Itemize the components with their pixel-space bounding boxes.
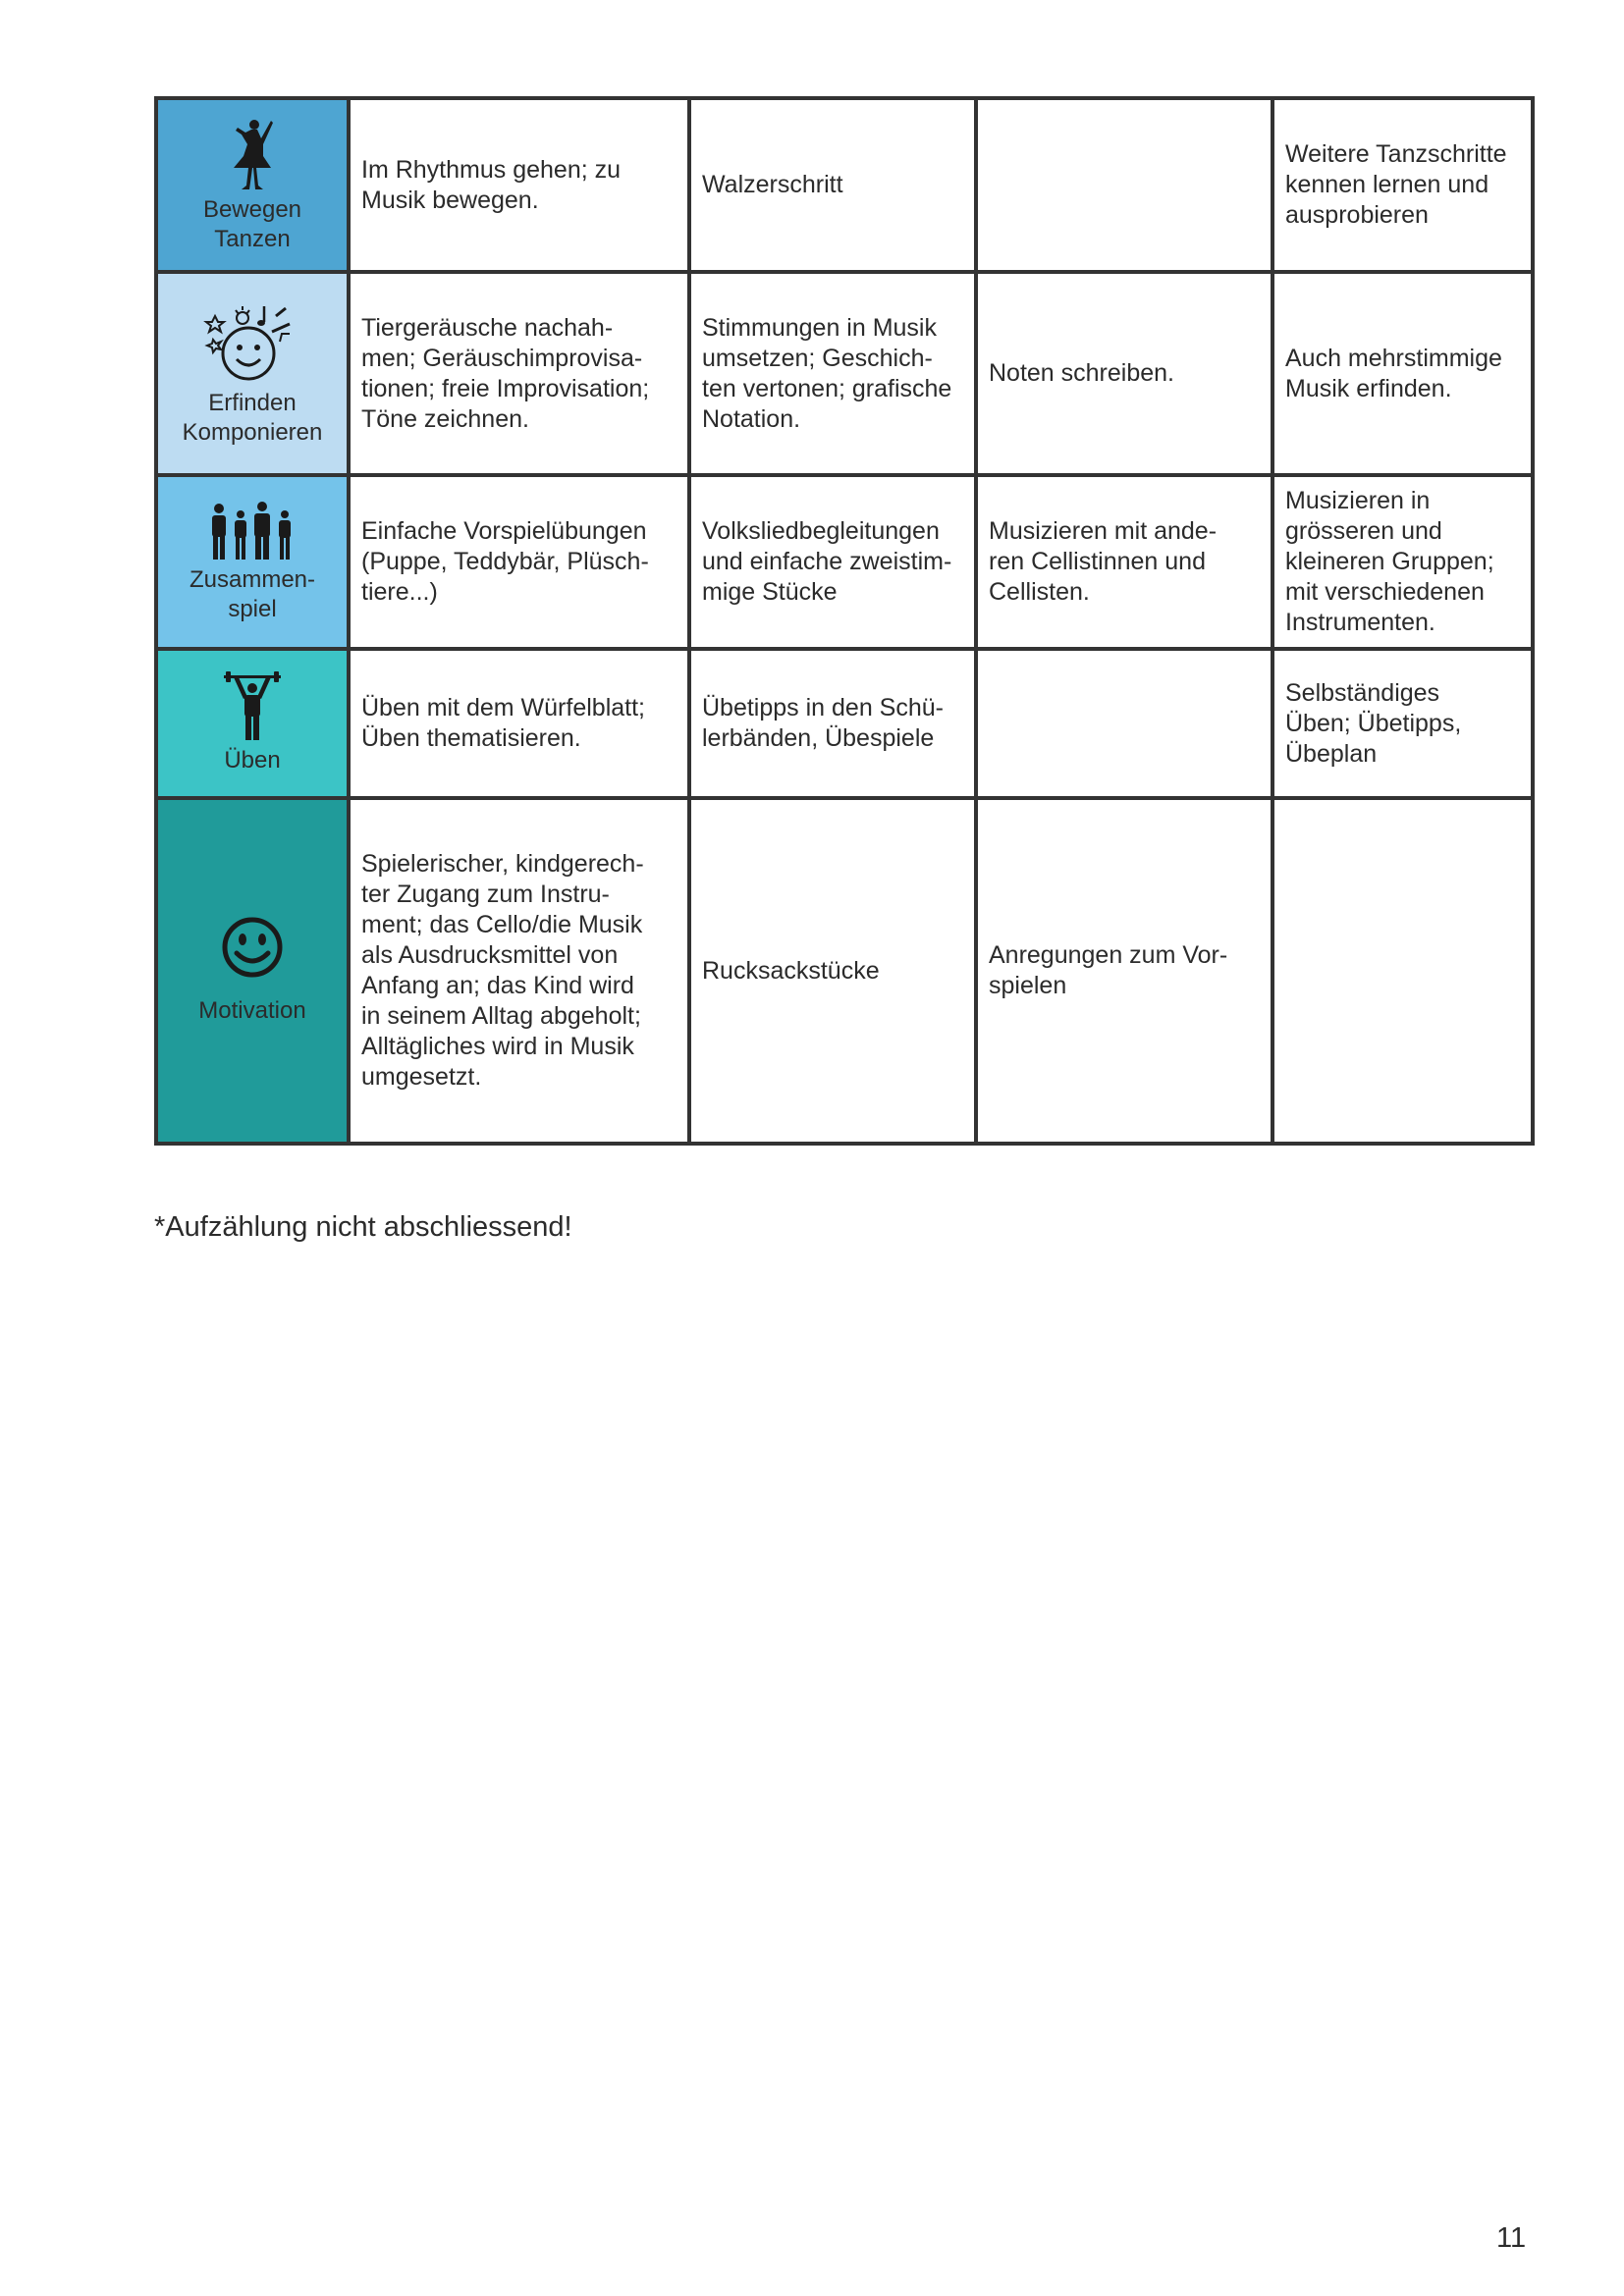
- category-cell-bewegen: [156, 98, 349, 272]
- table-cell: Selbständiges Üben; Übetipps, Übeplan: [1272, 649, 1533, 798]
- face-with-notes-icon: [203, 300, 301, 385]
- category-label: Üben: [224, 747, 281, 774]
- curriculum-table: [154, 96, 1535, 1146]
- smiley-icon: [221, 916, 284, 979]
- table-row: [156, 798, 1533, 1144]
- category-label: Bewegen Tanzen: [202, 195, 302, 252]
- table-cell: [976, 98, 1272, 272]
- category-cell-motivation: [156, 798, 349, 1144]
- table-cell: Walzerschritt: [689, 98, 976, 272]
- table-cell: Übetipps in den Schü- lerbänden, Übespiele: [689, 649, 976, 798]
- family-group-icon: [207, 501, 298, 561]
- table-cell: Auch mehrstimmige Musik erfinden.: [1272, 272, 1533, 475]
- category-label: Motivation: [198, 997, 306, 1024]
- table-cell: Üben mit dem Würfelblatt; Üben thematisieren.: [349, 649, 689, 798]
- table-cell: Rucksackstücke: [689, 798, 976, 1144]
- category-cell-zusammenspiel: [156, 475, 349, 649]
- table-cell: Musizieren mit ande- ren Cellistinnen und Cellisten.: [976, 475, 1272, 649]
- table-cell: Spielerischer, kindgerech- ter Zugang zum Instru- ment; das Cello/die Musik als Ausdrucksmittel von Anfang an; das Kind wird in seinem Alltag abgeholt; Alltägliches wird in Musik umgesetzt.: [349, 798, 689, 1144]
- table-row: [156, 475, 1533, 649]
- weightlifter-icon: [222, 671, 283, 742]
- category-label: Zusammen- spiel: [189, 565, 316, 622]
- table-row: [156, 272, 1533, 475]
- table-cell: Einfache Vorspielübungen (Puppe, Teddybär, Plüsch- tiere...): [349, 475, 689, 649]
- category-cell-ueben: [156, 649, 349, 798]
- table-cell: Musizieren in grösseren und kleineren Gruppen; mit verschiedenen Instrumenten.: [1272, 475, 1533, 649]
- table-cell: Tiergeräusche nachah- men; Geräuschimprovisa- tionen; freie Improvisation; Töne zeichnen.: [349, 272, 689, 475]
- table-cell: [1272, 798, 1533, 1144]
- table-cell: Weitere Tanzschritte kennen lernen und ausprobieren: [1272, 98, 1533, 272]
- table-cell: Im Rhythmus gehen; zu Musik bewegen.: [349, 98, 689, 272]
- category-cell-erfinden: [156, 272, 349, 475]
- page-number: 11: [1496, 2222, 1527, 2254]
- footnote: *Aufzählung nicht abschliessend!: [154, 1211, 572, 1243]
- table-cell: Noten schreiben.: [976, 272, 1272, 475]
- table-row: [156, 649, 1533, 798]
- table-cell: [976, 649, 1272, 798]
- category-label: Erfinden Komponieren: [182, 389, 323, 446]
- table-cell: Stimmungen in Musik umsetzen; Geschich- ten vertonen; grafische Notation.: [689, 272, 976, 475]
- table-row: [156, 98, 1533, 272]
- dancer-icon: [228, 117, 277, 191]
- table-cell: Volksliedbegleitungen und einfache zweistim- mige Stücke: [689, 475, 976, 649]
- table-cell: Anregungen zum Vor- spielen: [976, 798, 1272, 1144]
